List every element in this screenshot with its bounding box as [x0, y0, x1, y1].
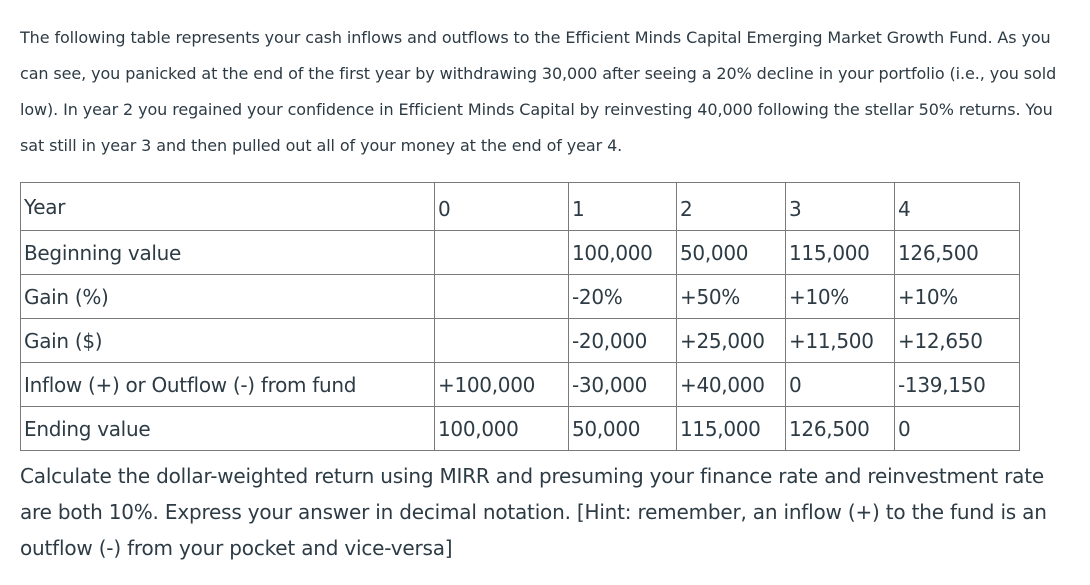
cell-gain-dollars-1: -20,000	[569, 319, 677, 363]
cell-gain-dollars-3: +11,500	[786, 319, 895, 363]
cell-flow-3: 0	[786, 363, 895, 407]
cell-gain-percent-1: -20%	[569, 275, 677, 319]
table-row-gain-percent	[21, 275, 1020, 319]
table-row-year	[21, 183, 1020, 231]
cell-year-0: 0	[435, 183, 569, 231]
row-label-gain-percent: Gain (%)	[21, 275, 435, 319]
cell-year-4: 4	[895, 183, 1020, 231]
row-label-flow: Inflow (+) or Outflow (-) from fund	[21, 363, 435, 407]
cell-flow-0: +100,000	[435, 363, 569, 407]
question-paragraph: Calculate the dollar-weighted return using MIRR and presuming your finance rate and reinvestment rate are both 10%. Express your answer in decimal notation. [Hint: remember, an inflow (+) to the fund is an outflow (-) from your pocket and vice-versa]	[20, 464, 1047, 560]
cell-gain-dollars-0	[435, 319, 569, 363]
cell-ending-value-1: 50,000	[569, 407, 677, 451]
table-row-flow	[21, 363, 1020, 407]
cell-beginning-value-2: 50,000	[677, 231, 786, 275]
cash-flow-table	[20, 182, 1020, 451]
row-label-beginning-value: Beginning value	[21, 231, 435, 275]
row-label-ending-value: Ending value	[21, 407, 435, 451]
cell-flow-2: +40,000	[677, 363, 786, 407]
cell-beginning-value-3: 115,000	[786, 231, 895, 275]
cell-gain-percent-0	[435, 275, 569, 319]
cell-ending-value-2: 115,000	[677, 407, 786, 451]
cell-gain-percent-3: +10%	[786, 275, 895, 319]
cell-year-2: 2	[677, 183, 786, 231]
row-label-year: Year	[21, 183, 435, 231]
cell-gain-dollars-4: +12,650	[895, 319, 1020, 363]
cell-ending-value-0: 100,000	[435, 407, 569, 451]
table-row-ending-value	[21, 407, 1020, 451]
cell-gain-dollars-2: +25,000	[677, 319, 786, 363]
table-row-beginning-value	[21, 231, 1020, 275]
cell-flow-1: -30,000	[569, 363, 677, 407]
cell-beginning-value-0	[435, 231, 569, 275]
table-row-gain-dollars	[21, 319, 1020, 363]
row-label-gain-dollars: Gain ($)	[21, 319, 435, 363]
cell-year-3: 3	[786, 183, 895, 231]
cell-beginning-value-4: 126,500	[895, 231, 1020, 275]
cell-ending-value-4: 0	[895, 407, 1020, 451]
cell-year-1: 1	[569, 183, 677, 231]
cell-gain-percent-4: +10%	[895, 275, 1020, 319]
cell-ending-value-3: 126,500	[786, 407, 895, 451]
cell-beginning-value-1: 100,000	[569, 231, 677, 275]
intro-paragraph: The following table represents your cash inflows and outflows to the Efficient Minds Capital Emerging Market Growth Fund. As you can see, you panicked at the end of the first year by withdrawing 30,000 after seeing a 20% decline in your portfolio (i.e., you sold low). In year 2 you regained your confidence in Efficient Minds Capital by reinvesting 40,000 following the stellar 50% returns. You sat still in year 3 and then pulled out all of your money at the end of year 4.	[20, 28, 1057, 155]
cell-gain-percent-2: +50%	[677, 275, 786, 319]
cell-flow-4: -139,150	[895, 363, 1020, 407]
